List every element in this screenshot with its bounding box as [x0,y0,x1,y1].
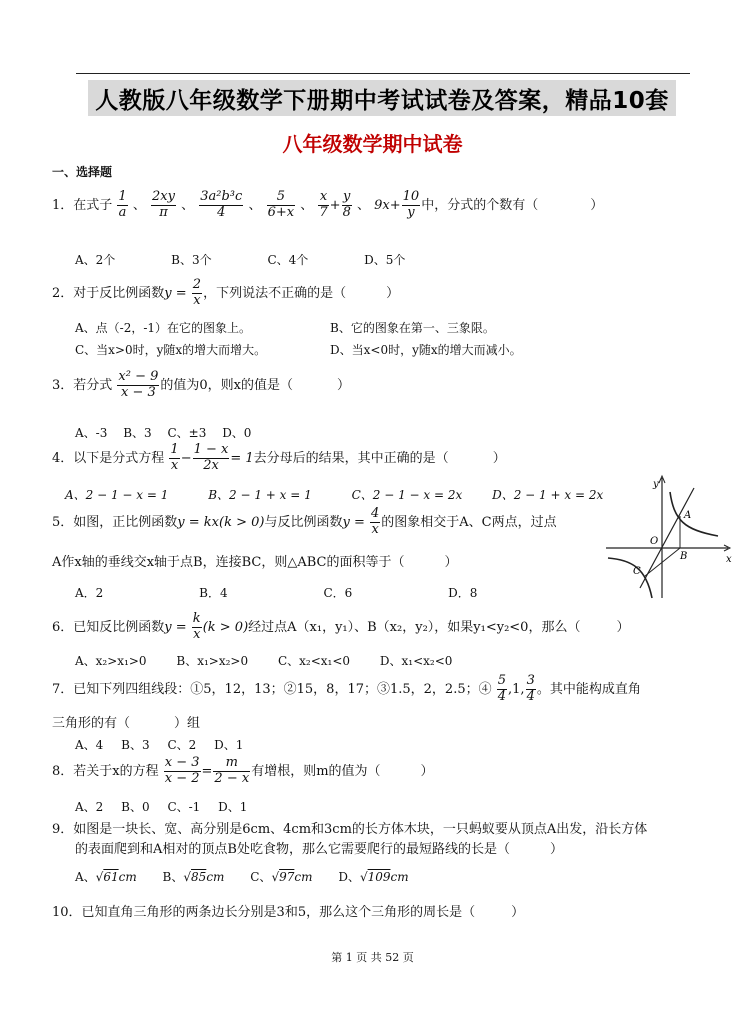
question-5-line-2: A作x轴的垂线交x轴于点B，连接BC，则△ABC的面积等于（ ） [52,555,458,570]
option-c: C、x₂<x₁<0 [277,654,351,668]
option-a: A、√61cm [75,870,137,884]
fraction: $\frac{1}{x}$ [170,442,179,473]
question-3-options [75,424,251,441]
option-c: C．6 [323,586,353,600]
option-d: D．8 [448,586,478,600]
question-2: 2．对于反比例函数y = $\frac{2}{x}$ ，下列说法不正确的是（ ） [52,277,400,308]
fraction: $\frac{x}{7}$ [319,189,328,220]
fraction: $\frac{k}{x}$ [192,611,201,642]
question-2-option-a: A、点（-2，-1）在它的图象上。 [75,321,252,335]
question-9-line-2: 的表面爬到和A相对的顶点B处吃食物，那么它需要爬行的最短路线的长是（ ） [75,842,563,857]
label-o: O [650,536,659,547]
page-footer: 第 1 页 共 52 页 [331,951,414,964]
fraction: $\frac{y}{8}$ [342,189,351,220]
option-c: C、-1 [167,800,201,814]
option-b: B、3 [123,426,152,440]
option-d: D、x₁<x₂<0 [379,654,453,668]
fraction: $\frac{10}{y}$ [402,189,420,220]
question-2-option-b: B、它的图象在第一、三象限。 [330,321,495,335]
question-2-option-d: D、当x<0时，y随x的增大而减小。 [330,343,522,357]
label-y: y [653,479,659,490]
option-d: D、2 − 1 + x = 2x [492,488,604,502]
question-5: 5．如图，正比例函数y = kx(k > 0)与反比例函数y = $\frac{4}{x}$ 的图象相交于A、C两点，过点 [52,506,557,537]
option-b: B．4 [199,586,228,600]
option-a: A、-3 [75,426,108,440]
option-b: B、√85cm [162,870,225,884]
option-c: C、2 − 1 − x = 2x [351,488,463,502]
hyperbola-branch-1 [670,492,718,536]
question-1-options [75,251,405,268]
fraction: $\frac{5}{6+x}$ [267,189,295,220]
fraction: $\frac{\text{x² − 9}}{x - 3}$ [118,369,159,400]
question-2-option-c: C、当x>0时，y随x的增大而增大。 [75,343,267,357]
question-8: 8．若关于x的方程 $\frac{x - 3}{x - 2}$ = $\frac{m}{2 - x}$ 有增根，则m的值为（ ） [52,755,434,786]
label-a: A [684,510,692,521]
option-b: B、0 [121,800,150,814]
option-d: D、5个 [364,253,406,267]
option-b: B、x₁>x₂>0 [176,654,249,668]
option-b: B、2 − 1 + x = 1 [208,488,312,502]
section-title: 一、选择题 [52,165,113,179]
option-a: A、2 − 1 − x = 1 [65,488,169,502]
option-d: D、√109cm [338,870,409,884]
question-6: 6．已知反比例函数y = $\frac{k}{x}$ (k > 0)经过点A（x₁，y₁）、B（x₂，y₂），如果y₁<y₂<0，那么（ ） [52,611,630,642]
option-d: D、1 [214,738,244,752]
label-x: x [726,554,732,565]
option-a: A、2个 [75,253,116,267]
question-4-options [65,486,603,503]
question-8-options [75,798,247,815]
top-rule [76,73,690,74]
option-b: B、3 [121,738,150,752]
fraction: $\frac{x - 3}{x - 2}$ [164,755,200,786]
label-c: C [633,566,641,577]
option-b: B、3个 [171,253,212,267]
question-1: 1．在式子 $\frac{1}{a}$ 、 $\frac{2xy}{\pi}$ 、 $\frac{\text{3a²b³c}}{4}$ 、 $\frac{5}{6+x}$ 、 $\frac{x}{7}$ + $\frac{y}{8}$ 、 9x+ $\frac{10}{y}$ 中，分式的个数有（ ） [52,189,604,220]
fraction: $\frac{3}{4}$ [526,673,535,704]
question-6-options [75,652,452,669]
fraction: $\frac{4}{x}$ [370,506,380,537]
question-7-line-2: 三角形的有（ ）组 [52,716,201,731]
option-d: D、1 [218,800,248,814]
option-c: C、±3 [167,426,207,440]
question-4: 4．以下是分式方程 $\frac{1}{x}$ − $\frac{1 - x}{2x}$ = 1去分母后的结果，其中正确的是（ ） [52,442,506,473]
option-a: A、x₂>x₁>0 [75,654,147,668]
q5-graph-figure [600,470,736,602]
option-a: A、4 [75,738,104,752]
option-d: D、0 [222,426,252,440]
option-c: C、√97cm [250,870,313,884]
option-c: C、4个 [267,253,309,267]
option-a: A、2 [75,800,104,814]
fraction: $\frac{1 - x}{2x}$ [193,442,229,473]
question-9-line-1: 9．如图是一块长、宽、高分别是6cm、4cm和3cm的长方体木块，一只蚂蚁要从顶点A出发，沿长方体 [52,822,648,837]
exam-subtitle: 八年级数学期中试卷 [282,132,463,156]
fraction: $\frac{2}{x}$ [192,277,202,308]
label-b: B [680,551,688,562]
question-7-options [75,736,243,753]
option-c: C、2 [167,738,197,752]
fraction: $\frac{1}{a}$ [118,189,127,220]
question-5-options [75,584,477,601]
question-9-options [75,868,409,885]
page-title: 人教版八年级数学下册期中考试试卷及答案，精品10套 [95,88,669,114]
option-a: A．2 [75,586,104,600]
question-7: 7．已知下列四组线段：①5，12，13；②15，8，17；③1.5，2，2.5；④ $\frac{5}{4}$ ,1, $\frac{3}{4}$ 。其中能构成直角 [52,673,641,704]
fraction: $\frac{\text{3a²b³c}}{4}$ [200,189,243,220]
fraction: $\frac{2xy}{\pi}$ [152,189,175,220]
question-3: 3．若分式 $\frac{\text{x² − 9}}{x - 3}$ 的值为0，则x的值是（ ） [52,369,351,400]
fraction: $\frac{5}{4}$ [497,673,507,704]
question-10: 10．已知直角三角形的两条边长分别是3和5，那么这个三角形的周长是（ ） [52,905,525,920]
fraction: $\frac{m}{2 - x}$ [214,755,250,786]
